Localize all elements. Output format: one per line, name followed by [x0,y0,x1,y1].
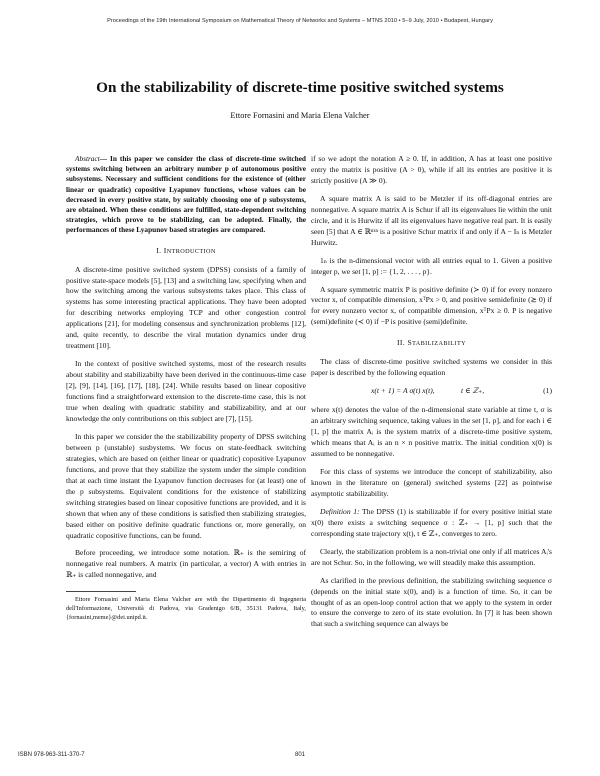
nontrivial-paragraph: Clearly, the stabilization problem is a non-trivial one only if all matrices Aᵢ's are not Schur. So, in the following, we will steadily make this assumption. [311,546,552,567]
paper-authors: Ettore Fornasini and Maria Elena Valcher [230,111,370,120]
intro-paragraph-1: A discrete-time positive switched system (DPSS) consists of a family of positive state-space models [5], [13] and a switching law, specifying when and how the switching among the various subsystems takes place. This class of systems has some interesting practical applications. They have been adopted for describing networks employing TCP and other congestion control applications [21], for modeling consensus and synchronization problems [12], and, quite recently, to describe the viral mutation dynamics under drug treatment [10]. [66,264,306,351]
equation-1 [311,386,552,399]
footer-isbn: ISBN 978-963-311-370-7 [18,752,85,758]
section-number: I. [156,245,162,255]
abstract [66,154,306,236]
intro-paragraph-3: In this paper we consider the the stabilizability property of DPSS switching between p (unstable) susbystems. We focus on state-feedback switching strategies, which are based on (either linear or quadratic) copositive Lyapunov functions, and prove that they stabilize the system under the simple condition that at each time instant the Lyapunov function decreases for (at least) one of the p subsystems. Equivalent conditions for the existence of stabilizing switching strategies based on linear copositive functions are provided, and it is shown that when any of these conditions is satisfied then stabilizing strategies, based either on positive definite quadratic functions or, more generally, on quadratic copositive functions, can be found. [66,431,306,540]
notation-paragraph: if so we adopt the notation A ≥ 0. If, in addition, A has at least one positive entry the matrix is positive (A > 0), while if all its entries are positive it is strictly positive (A ≫ 0). [311,154,552,185]
section-initial: S [407,338,413,348]
footnote-divider [66,591,136,592]
where-paragraph: where x(t) denotes the value of the n-dimensional state variable at time t, σ is an arbitrary switching sequence, taking values in the set [1, p], and for each i ∈ [1, p] the matrix Aᵢ is the system matrix of a discrete-time positive system, which means that Aᵢ is an n × n positive matrix. The initial condition x(0) is assumed to be nonnegative. [311,405,552,459]
switching-sequence-paragraph: As clarified in the previous definition, the stabilizing switching sequence σ (depends on the initial state x(0), and) is a function of time. So, it can be thought of as an open-loop control action that we apply to the system in order to ensure the converge to zero of its state evolution. In [7] it has been shown that such a switching sequence can always be [311,575,552,629]
section-initial: I [163,245,167,255]
equation-number: (1) [543,386,552,396]
section-heading-stabilizability [311,338,552,350]
definition-body: The DPSS (1) is stabilizable if for every positive initial state x(0) there exists a switching sequence σ : ℤ₊ → [1, p] such that the corresponding state trajectory x(t), t ∈ ℤ₊, converges to zero. [311,506,552,538]
class-paragraph: The class of discrete-time positive switched systems we consider in this paper is described by the following equation [311,357,552,378]
equation-body: x(t + 1) = A σ(t) x(t), [371,386,435,396]
stabilizability-concept-paragraph: For this class of systems we introduce the concept of stabilizability, also known in the literature on (general) switched systems [22] as pointwise asymptotic stabilizability. [311,466,552,498]
section-rest: TABILIZABILITY [412,340,466,348]
definition-1 [311,507,552,540]
right-column [311,154,552,637]
metzler-paragraph: A square matrix A is said to be Metzler if its off-diagonal entries are nonnegative. A square matrix A is Schur if all its eigenvalues lie within the unit circle, and it is Hurwitz if all its eigenvalues have negative real part. It is easily seen [5] that A ∈ ℝⁿˣⁿ is a positive Schur matrix if and only if A − Iₙ is Metzler Hurwitz. [311,193,552,247]
author-footnote: Ettore Fornasini and Maria Elena Valcher are with the Dipartimento di Ingegneria dell'Informazione, Università di Padova, via Gradenigo 6/B, 35131 Padova, Italy, {fornasini,meme}@dei.unipd.it. [66,596,306,621]
intro-paragraph-4: Before proceeding, we introduce some notation. ℝ₊ is the semiring of nonnegative real numbers. A matrix (in particular, a vector) A with entries in ℝ₊ is called nonnegative, and [66,548,306,580]
section-heading-introduction [66,246,306,258]
section-number: II. [397,338,406,348]
vector-paragraph: 1ₙ is the n-dimensional vector with all entries equal to 1. Given a positive integer p, we set [1, p] := {1, 2, . . . , p}. [311,255,552,276]
abstract-body: — In this paper we consider the class of discrete-time switched systems switching between an arbitrary number p of autonomous positive subsystems. Necessary and sufficient conditions for the existence of (either linear or quadratic) copositive Lyapunov functions, whose values can be decreased in every positive state, by suitably choosing one of p subsystems, are obtained. When these conditions are fulfilled, state-dependent switching strategies, which prove to be stabilizing, can be adopted. Finally, the performances of these Lyapunov based strategies are compared. [66,154,306,235]
running-head: Proceedings of the 19th International Symposium on Mathematical Theory of Networks and Systems – MTNS 2010 • 5–9 July, 2010 • Budapest, Hungary [107,18,493,24]
page-number: 801 [294,752,305,758]
paper-title: On the stabilizability of discrete-time positive switched systems [96,79,504,96]
definite-paragraph: A square symmetric matrix P is positive definite (≻ 0) if for every nonzero vector x, of compatible dimension, xᵀPx > 0, and positive semidefinite (⪰ 0) if for every nonzero vector x, of compatible dimension, xᵀPx ≥ 0. P is negative (semi)definite (≺ 0) if −P is positive (semi)definite. [311,284,552,327]
abstract-lead: Abstract [75,154,100,163]
left-column [66,154,306,629]
intro-paragraph-2: In the context of positive switched systems, most of the research results about stability and stabilizabilty have been derived in the continuous-time case [2], [9], [14], [16], [17], [18], [24]. While results based on linear copositive functions find a straightforward extension to the discrete-time case, this is not true when dealing with quadratic stability and stabilizability, and at our knowledge the only contributions on this subject are [7], [15]. [66,359,306,423]
equation-domain: t ∈ ℤ₊, [461,386,485,396]
definition-label: Definition 1: [320,506,360,516]
section-rest: NTRODUCTION [166,247,216,255]
